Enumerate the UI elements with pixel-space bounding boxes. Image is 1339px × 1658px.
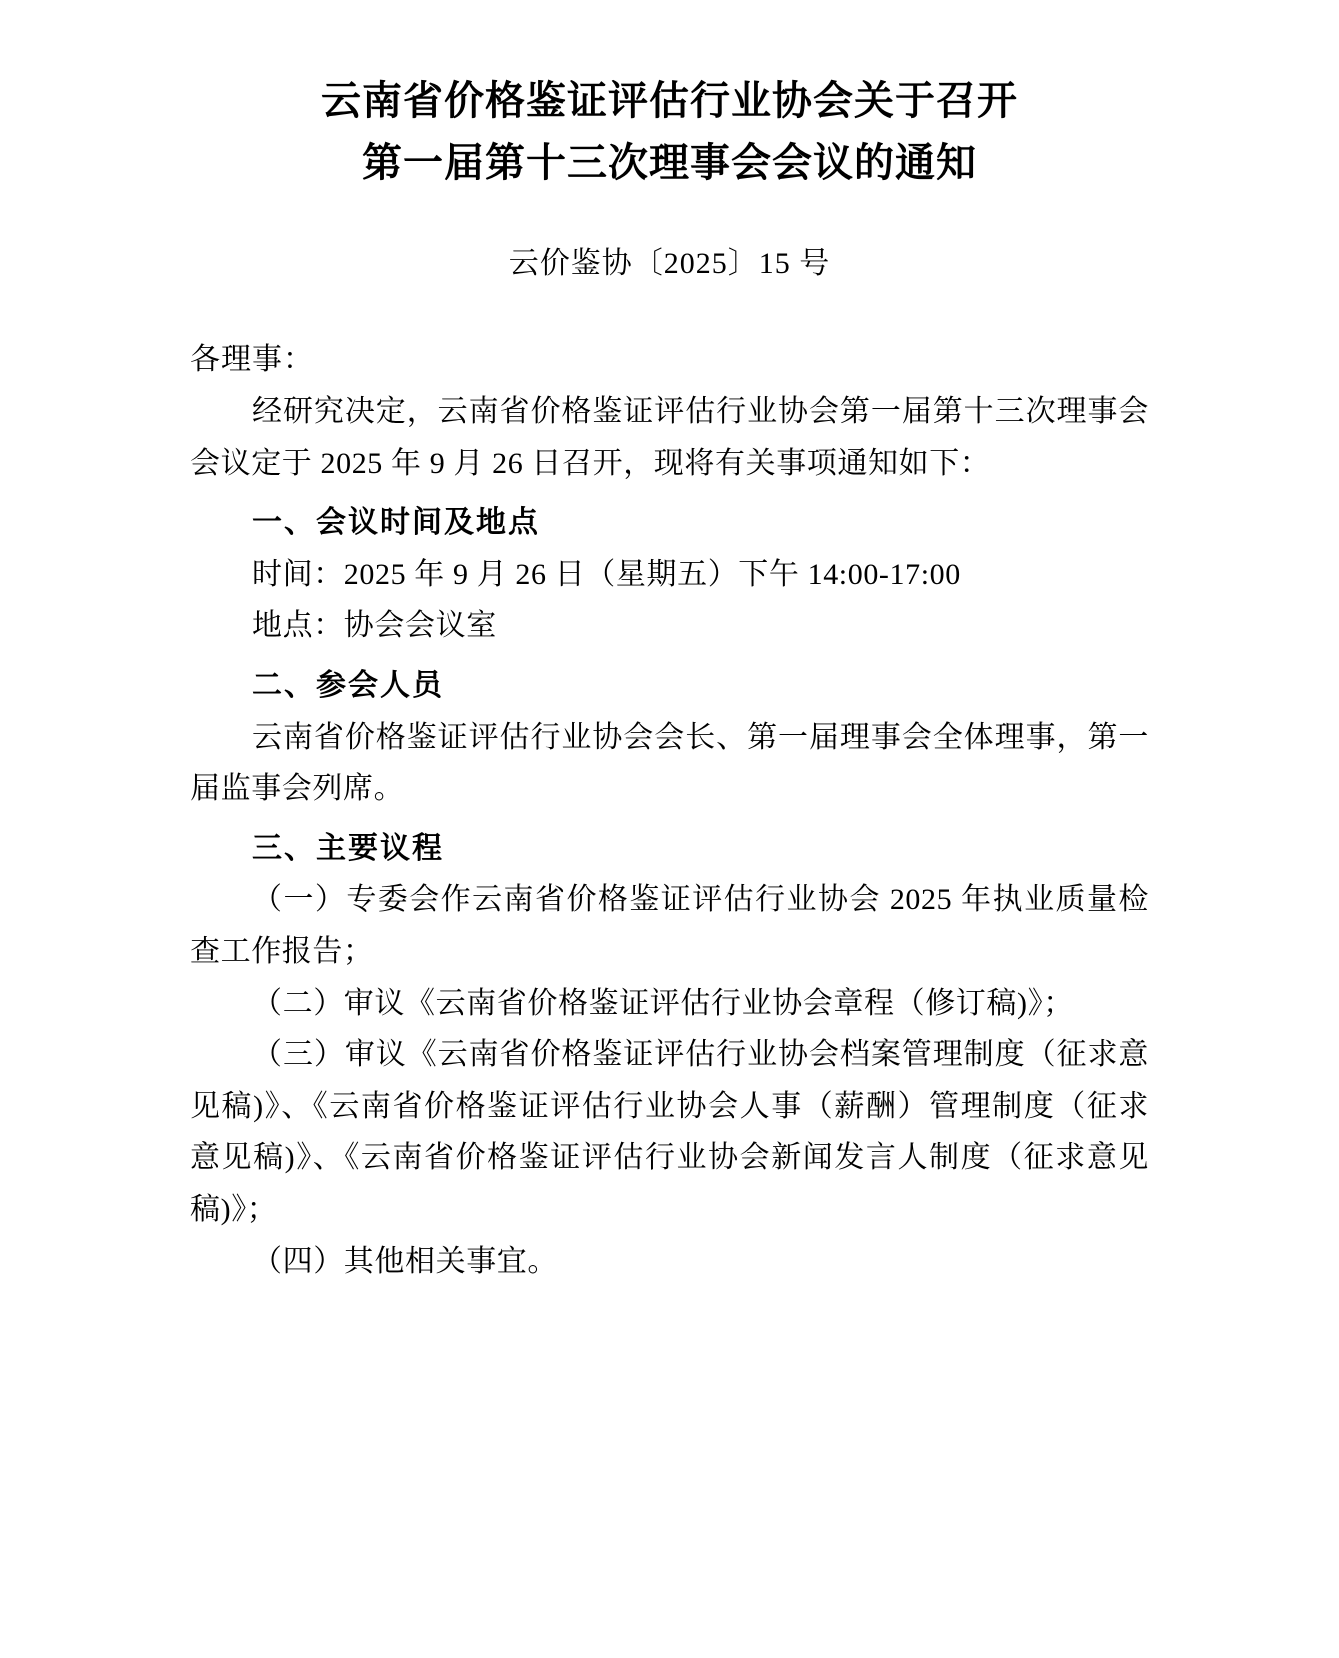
section-3-paragraph-3: （三）审议《云南省价格鉴证评估行业协会档案管理制度（征求意见稿)》、《云南省价格鉴证评估行业协会人事（薪酬）管理制度（征求意见稿)》、《云南省价格鉴证评估行业协会新闻发言人制度（征求意见稿)》； bbox=[190, 1038, 1149, 1226]
intro-paragraph: 经研究决定，云南省价格鉴证评估行业协会第一届第十三次理事会会议定于 2025 年 9 月 26 日召开，现将有关事项通知如下： bbox=[190, 395, 1149, 480]
page-title bbox=[190, 56, 1149, 194]
section-2-paragraph-1: 云南省价格鉴证评估行业协会会长、第一届理事会全体理事，第一届监事会列席。 bbox=[190, 720, 1149, 806]
section-3 bbox=[190, 823, 1149, 1287]
section-1-heading: 一、会议时间及地点 bbox=[252, 506, 540, 540]
section-2-heading: 二、参会人员 bbox=[252, 668, 444, 702]
section-1 bbox=[190, 497, 1149, 652]
intro-block bbox=[190, 386, 1149, 489]
section-2 bbox=[190, 660, 1149, 815]
section-3-heading: 三、主要议程 bbox=[252, 831, 444, 865]
title-line-2: 第一届第十三次理事会会议的通知 bbox=[362, 140, 977, 185]
section-1-paragraph-1: 时间：2025 年 9 月 26 日（星期五）下午 14:00-17:00 bbox=[252, 557, 961, 591]
title-line-1: 云南省价格鉴证评估行业协会关于召开 bbox=[321, 78, 1018, 123]
document-number: 云价鉴协〔2025〕15 号 bbox=[508, 247, 831, 280]
section-3-paragraph-4: （四）其他相关事宜。 bbox=[252, 1244, 558, 1278]
section-3-paragraph-1: （一）专委会作云南省价格鉴证评估行业协会 2025 年执业质量检查工作报告； bbox=[190, 883, 1149, 968]
salutation: 各理事： bbox=[190, 343, 314, 376]
section-3-paragraph-2: （二）审议《云南省价格鉴证评估行业协会章程（修订稿)》； bbox=[252, 986, 1074, 1020]
section-1-paragraph-2: 地点：协会会议室 bbox=[252, 609, 497, 643]
